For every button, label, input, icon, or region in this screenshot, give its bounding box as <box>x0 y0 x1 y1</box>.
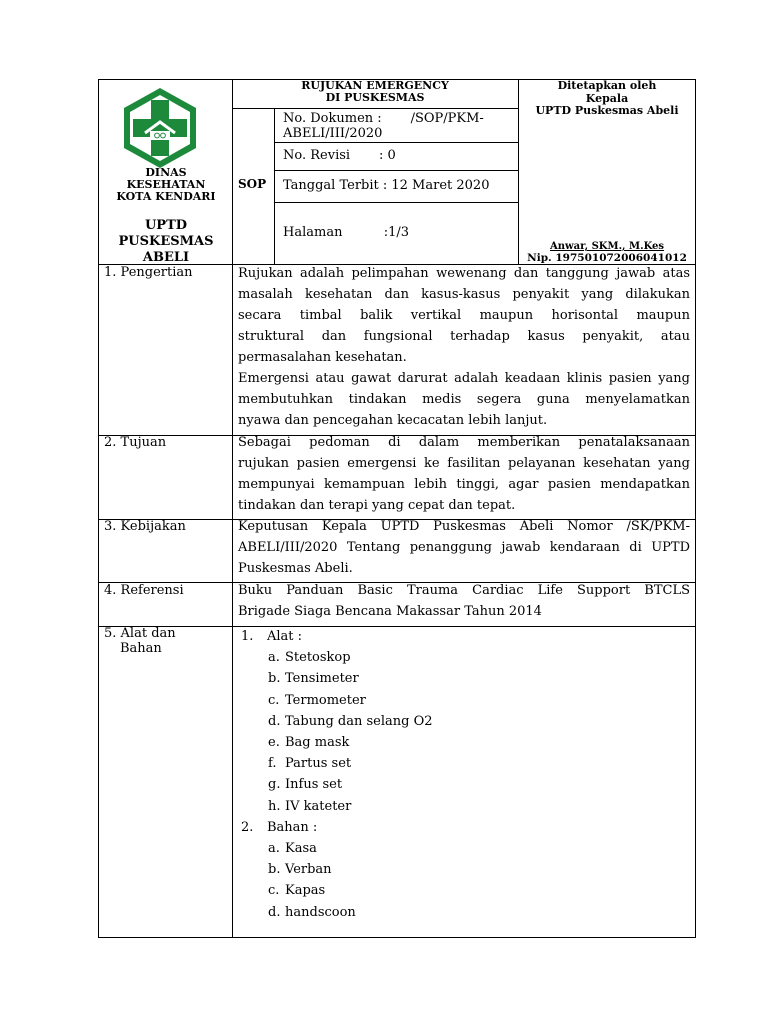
list-text: Partus set <box>285 756 352 772</box>
doc-number <box>283 111 484 141</box>
list-letter: b. <box>268 671 281 687</box>
list-text: IV kateter <box>285 798 352 814</box>
signer-nip: Nip. 197501072006041012 <box>527 252 687 264</box>
bahan-heading <box>241 817 433 838</box>
list-item <box>268 753 433 774</box>
list-item <box>268 668 433 689</box>
list-letter: b. <box>268 862 281 878</box>
body-line: Sebagai pedoman di dalam memberikan penatalaksanaan <box>238 435 690 450</box>
list-text: Infus set <box>285 777 343 793</box>
sop-label: SOP <box>238 177 267 191</box>
title-line: DI PUSKESMAS <box>325 91 425 104</box>
label-line: Bahan <box>120 641 162 656</box>
list-text: Bag mask <box>285 735 350 751</box>
list-letter: f. <box>268 756 277 772</box>
list-letter: d. <box>268 713 281 729</box>
list-text: Tabung dan selang O2 <box>285 713 433 729</box>
puskesmas-logo <box>118 86 202 170</box>
list-item <box>268 711 433 732</box>
approval-block <box>519 80 695 118</box>
list-item <box>268 838 433 859</box>
list-item <box>268 859 433 880</box>
list-letter: a. <box>268 841 280 857</box>
org-line: DINAS <box>145 166 187 179</box>
unit-line: UPTD <box>144 218 188 233</box>
alat-heading <box>241 626 433 647</box>
section-label-pengertian: 1. Pengertian <box>104 265 193 280</box>
list-text: Kapas <box>285 883 326 899</box>
body-line: Puskesmas Abeli. <box>238 561 353 576</box>
list-letter: g. <box>268 777 281 793</box>
unit-line: PUSKESMAS <box>118 234 214 249</box>
body-line: Brigade Siaga Bencana Makassar Tahun 2014 <box>238 604 542 619</box>
approval-line: UPTD Puskesmas Abeli <box>535 104 679 117</box>
list-letter: c. <box>268 692 280 708</box>
body-line: mempunyai kemampuan lebih tinggi, agar pasien mendapatkan <box>238 477 690 492</box>
list-number: 1. <box>241 629 254 644</box>
section-body-tujuan <box>238 432 690 516</box>
document-title <box>232 80 518 104</box>
section-body-referensi <box>238 580 690 622</box>
list-item <box>268 647 433 668</box>
doc-number-line: No. Dokumen : /SOP/PKM- <box>283 111 484 126</box>
list-item <box>268 732 433 753</box>
body-line: Buku Panduan Basic Trauma Cardiac Life Support BTCLS <box>238 583 690 598</box>
bahan-items <box>241 838 433 923</box>
list-letter: c. <box>268 883 280 899</box>
issue-date: Tanggal Terbit : 12 Maret 2020 <box>283 178 490 193</box>
list-text: Verban <box>285 862 332 878</box>
org-line: KOTA KENDARI <box>116 190 216 203</box>
list-item <box>268 880 433 901</box>
alat-items <box>241 647 433 817</box>
body-line: Rujukan adalah pelimpahan wewenang dan tanggung jawab atas <box>238 266 690 281</box>
list-heading: Bahan : <box>267 819 318 835</box>
section-label-referensi: 4. Referensi <box>104 583 184 598</box>
list-item <box>268 796 433 817</box>
body-line: masalah kesehatan dan kasus-kasus penyakit yang dilakukan <box>238 287 690 302</box>
body-line: membutuhkan tindakan medis segera guna menyelamatkan <box>238 392 690 407</box>
list-heading: Alat : <box>267 629 303 644</box>
org-name <box>100 167 232 203</box>
list-text: Termometer <box>285 692 366 708</box>
section-body-kebijakan <box>238 516 690 579</box>
list-text: handscoon <box>285 904 356 920</box>
page-number: Halaman :1/3 <box>283 225 410 240</box>
label-line: 5. Alat dan <box>104 626 176 641</box>
section-label-tujuan: 2. Tujuan <box>104 435 167 450</box>
list-text: Kasa <box>285 841 317 857</box>
body-line: ABELI/III/2020 Tentang penanggung jawab kendaraan di UPTD <box>238 540 690 555</box>
list-text: Stetoskop <box>285 650 351 666</box>
unit-name <box>100 218 232 266</box>
section-label-kebijakan: 3. Kebijakan <box>104 519 186 534</box>
section-body-pengertian <box>238 263 690 431</box>
approval-line: Ditetapkan oleh <box>557 79 657 92</box>
list-letter: d. <box>268 904 281 920</box>
approval-line: Kepala <box>585 91 629 105</box>
list-item <box>268 774 433 795</box>
body-line: struktural dan fungsional terhadap kasus penyakit, atau <box>238 329 690 344</box>
signer-name: Anwar, SKM., M.Kes <box>549 241 665 252</box>
section-label-alat-bahan <box>104 626 176 656</box>
org-line: KESEHATAN <box>126 178 206 191</box>
body-line: rujukan pasien emergensi ke fasilitan pelayanan kesehatan yang <box>238 456 690 471</box>
list-number: 2. <box>241 819 254 835</box>
doc-number-line: ABELI/III/2020 <box>283 126 383 141</box>
body-line: secara timbal balik vertikal maupun horisontal maupun <box>238 308 690 323</box>
list-text: Tensimeter <box>285 671 359 687</box>
revision-number: No. Revisi : 0 <box>283 148 396 163</box>
unit-line: ABELI <box>142 250 190 265</box>
list-letter: h. <box>268 798 281 814</box>
body-line: tindakan dan terapi yang cepat dan tepat. <box>238 498 516 513</box>
list-item <box>268 690 433 711</box>
title-line: RUJUKAN EMERGENCY <box>301 79 449 92</box>
body-line: Keputusan Kepala UPTD Puskesmas Abeli Nomor /SK/PKM- <box>238 519 690 534</box>
list-letter: e. <box>268 735 280 751</box>
list-letter: a. <box>268 650 280 666</box>
body-line: Emergensi atau gawat darurat adalah keadaan klinis pasien yang <box>238 371 690 386</box>
body-line: nyawa dan pencegahan kecacatan lebih lanjut. <box>238 413 548 428</box>
body-line: permasalahan kesehatan. <box>238 350 407 365</box>
alat-bahan-list <box>241 626 433 923</box>
list-item <box>268 902 433 923</box>
